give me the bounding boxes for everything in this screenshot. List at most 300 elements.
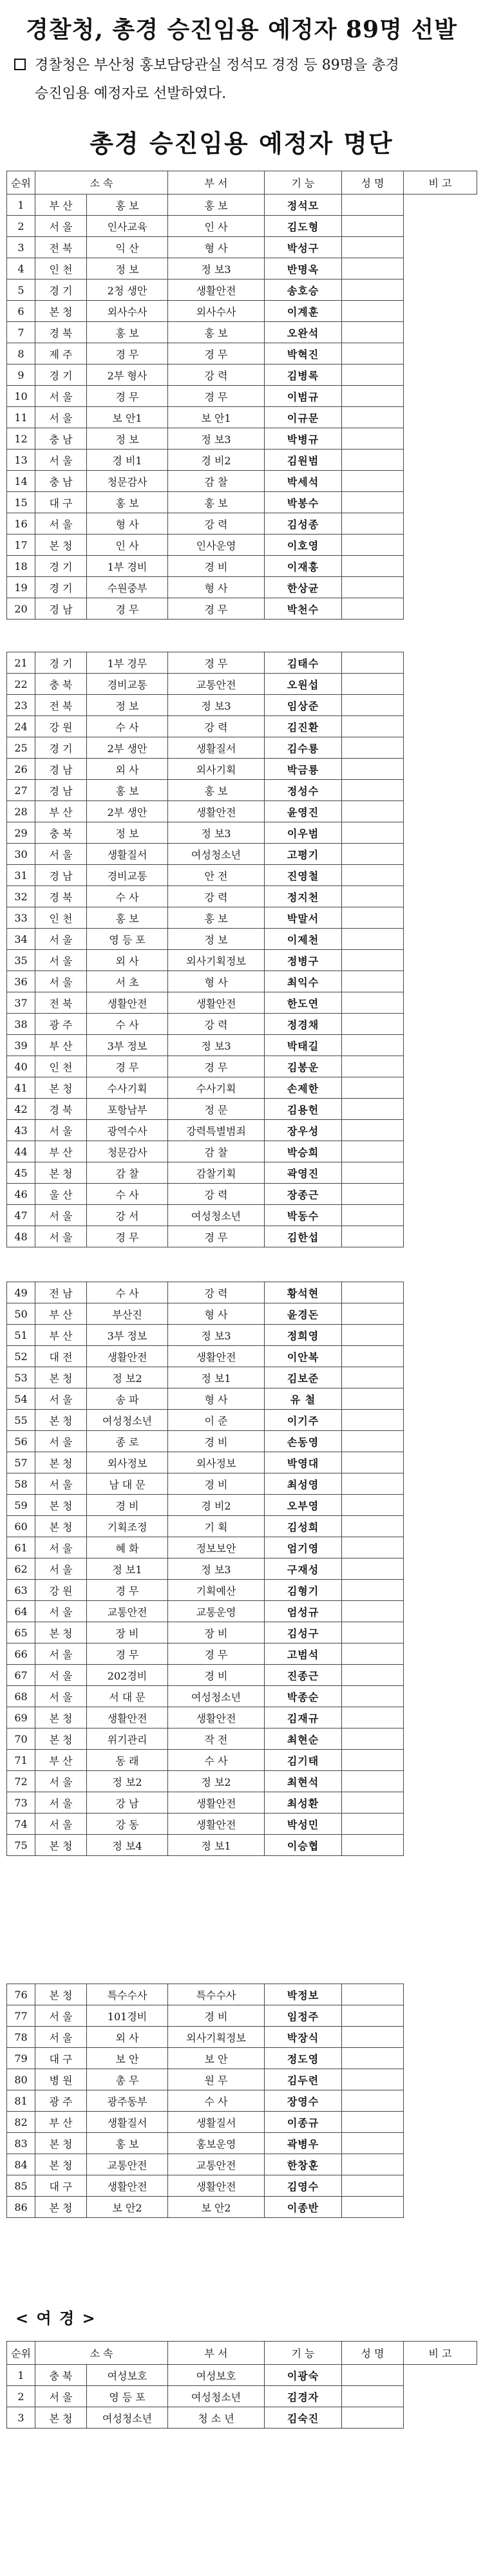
- function-cell: 경 비: [168, 1431, 265, 1452]
- remarks-cell: [342, 1035, 404, 1056]
- name-cell: 이광숙: [265, 2365, 342, 2386]
- function-cell: 정 보2: [168, 1771, 265, 1792]
- agency-cell: 서 울: [35, 2005, 87, 2027]
- function-cell: 여성보호: [168, 2365, 265, 2386]
- rank-cell: 66: [7, 1643, 35, 1665]
- remarks-cell: [342, 1622, 404, 1643]
- table-row: [7, 513, 477, 535]
- name-cell: 이규문: [265, 407, 342, 428]
- name-cell: 박동수: [265, 1205, 342, 1226]
- remarks-cell: [342, 1473, 404, 1495]
- name-cell: 엄기영: [265, 1537, 342, 1558]
- table-row: [7, 343, 477, 365]
- agency-cell: 광 주: [35, 2090, 87, 2112]
- remarks-cell: [342, 471, 404, 492]
- function-cell: 정 보3: [168, 695, 265, 716]
- table-row: [7, 1728, 477, 1750]
- agency-cell: 본 청: [35, 1707, 87, 1728]
- function-cell: 외사기획: [168, 759, 265, 780]
- function-cell: 생활안전: [168, 992, 265, 1014]
- rank-cell: 2: [7, 216, 35, 237]
- name-cell: 김형기: [265, 1580, 342, 1601]
- agency-cell: 경 남: [35, 865, 87, 886]
- department-cell: 정 보2: [87, 1771, 168, 1792]
- function-cell: 생활안전: [168, 279, 265, 301]
- table-row: [7, 759, 477, 780]
- agency-cell: 서 울: [35, 950, 87, 971]
- department-cell: 위기관리: [87, 1728, 168, 1750]
- table-row: [7, 365, 477, 386]
- table-row: [7, 1580, 477, 1601]
- agency-cell: 부 산: [35, 801, 87, 822]
- remarks-cell: [342, 2175, 404, 2197]
- column-header: 부 서: [168, 2342, 265, 2365]
- table-row: [7, 1643, 477, 1665]
- table-row: [7, 1452, 477, 1473]
- agency-cell: 강 원: [35, 716, 87, 737]
- remarks-cell: [342, 386, 404, 407]
- intro-paragraph: [14, 52, 469, 108]
- remarks-cell: [342, 1410, 404, 1431]
- function-cell: 감찰기획: [168, 1162, 265, 1184]
- rank-cell: 22: [7, 674, 35, 695]
- rank-cell: 71: [7, 1750, 35, 1771]
- department-cell: 2부 형사: [87, 365, 168, 386]
- promotion-table-4: [6, 1984, 477, 2218]
- department-cell: 수사기획: [87, 1077, 168, 1099]
- department-cell: 2청 생안: [87, 279, 168, 301]
- rank-cell: 2: [7, 2386, 35, 2407]
- remarks-cell: [342, 577, 404, 598]
- rank-cell: 9: [7, 365, 35, 386]
- function-cell: 생활질서: [168, 737, 265, 759]
- department-cell: 여성청소년: [87, 2407, 168, 2429]
- department-cell: 1부 경비: [87, 556, 168, 577]
- name-cell: 진종근: [265, 1665, 342, 1686]
- table-row: [7, 1141, 477, 1162]
- table-row: [7, 1984, 477, 2005]
- table-row: [7, 1516, 477, 1537]
- table-row: [7, 450, 477, 471]
- rank-cell: 7: [7, 322, 35, 343]
- function-cell: 보 안2: [168, 2197, 265, 2218]
- remarks-cell: [342, 2069, 404, 2090]
- table-row: [7, 237, 477, 258]
- function-cell: 여성청소년: [168, 1686, 265, 1707]
- name-cell: 손제한: [265, 1077, 342, 1099]
- remarks-cell: [342, 1516, 404, 1537]
- agency-cell: 광 주: [35, 1014, 87, 1035]
- rank-cell: 38: [7, 1014, 35, 1035]
- agency-cell: 전 북: [35, 237, 87, 258]
- function-cell: 형 사: [168, 1303, 265, 1325]
- function-cell: 강 력: [168, 365, 265, 386]
- department-cell: 3부 정보: [87, 1035, 168, 1056]
- remarks-cell: [342, 1984, 404, 2005]
- agency-cell: 서 울: [35, 1537, 87, 1558]
- name-cell: 장우성: [265, 1120, 342, 1141]
- remarks-cell: [342, 1120, 404, 1141]
- agency-cell: 서 울: [35, 1792, 87, 1814]
- remarks-cell: [342, 2407, 404, 2429]
- department-cell: 동 래: [87, 1750, 168, 1771]
- function-cell: 특수수사: [168, 1984, 265, 2005]
- remarks-cell: [342, 1162, 404, 1184]
- department-cell: 포항남부: [87, 1099, 168, 1120]
- department-cell: 보 안2: [87, 2197, 168, 2218]
- function-cell: 형 사: [168, 237, 265, 258]
- remarks-cell: [342, 1388, 404, 1410]
- name-cell: 김병록: [265, 365, 342, 386]
- agency-cell: 경 남: [35, 759, 87, 780]
- remarks-cell: [342, 1558, 404, 1580]
- department-cell: 장 비: [87, 1622, 168, 1643]
- department-cell: 정 보1: [87, 1558, 168, 1580]
- remarks-cell: [342, 1707, 404, 1728]
- name-cell: 박승희: [265, 1141, 342, 1162]
- name-cell: 박천수: [265, 598, 342, 620]
- function-cell: 경 무: [168, 1056, 265, 1077]
- agency-cell: 부 산: [35, 1750, 87, 1771]
- rank-cell: 78: [7, 2027, 35, 2048]
- remarks-cell: [342, 1205, 404, 1226]
- remarks-cell: [342, 1728, 404, 1750]
- rank-cell: 81: [7, 2090, 35, 2112]
- function-cell: 경 비: [168, 556, 265, 577]
- table-row: [7, 2386, 477, 2407]
- agency-cell: 본 청: [35, 1452, 87, 1473]
- agency-cell: 대 구: [35, 492, 87, 513]
- function-cell: 정 보1: [168, 1367, 265, 1388]
- agency-cell: 서 울: [35, 407, 87, 428]
- remarks-cell: [342, 1099, 404, 1120]
- rank-cell: 55: [7, 1410, 35, 1431]
- table-row: [7, 2175, 477, 2197]
- remarks-cell: [342, 1771, 404, 1792]
- rank-cell: 79: [7, 2048, 35, 2069]
- remarks-cell: [342, 1665, 404, 1686]
- remarks-cell: [342, 759, 404, 780]
- function-cell: 강 력: [168, 716, 265, 737]
- name-cell: 박혁진: [265, 343, 342, 365]
- rank-cell: 47: [7, 1205, 35, 1226]
- department-cell: 교통안전: [87, 2154, 168, 2175]
- rank-cell: 63: [7, 1580, 35, 1601]
- rank-cell: 85: [7, 2175, 35, 2197]
- department-cell: 3부 정보: [87, 1325, 168, 1346]
- rank-cell: 34: [7, 929, 35, 950]
- function-cell: 기획예산: [168, 1580, 265, 1601]
- agency-cell: 본 청: [35, 535, 87, 556]
- remarks-cell: [342, 2154, 404, 2175]
- name-cell: 반명옥: [265, 258, 342, 279]
- remarks-cell: [342, 822, 404, 844]
- function-cell: 정 보1: [168, 1835, 265, 1856]
- function-cell: 강 력: [168, 886, 265, 907]
- rank-cell: 19: [7, 577, 35, 598]
- rank-cell: 70: [7, 1728, 35, 1750]
- agency-cell: 대 구: [35, 2175, 87, 2197]
- department-cell: 특수수사: [87, 1984, 168, 2005]
- rank-cell: 42: [7, 1099, 35, 1120]
- department-cell: 인 사: [87, 535, 168, 556]
- function-cell: 정 보3: [168, 822, 265, 844]
- function-cell: 정 보3: [168, 1558, 265, 1580]
- rank-cell: 73: [7, 1792, 35, 1814]
- table-row: [7, 865, 477, 886]
- table-row: [7, 1077, 477, 1099]
- name-cell: 진영철: [265, 865, 342, 886]
- department-cell: 홍 보: [87, 780, 168, 801]
- name-cell: 최성영: [265, 1473, 342, 1495]
- name-cell: 이우범: [265, 822, 342, 844]
- agency-cell: 본 청: [35, 301, 87, 322]
- name-cell: 김보준: [265, 1367, 342, 1388]
- remarks-cell: [342, 695, 404, 716]
- function-cell: 외사정보: [168, 1452, 265, 1473]
- name-cell: 박봉수: [265, 492, 342, 513]
- agency-cell: 부 산: [35, 1035, 87, 1056]
- name-cell: 박금룡: [265, 759, 342, 780]
- table-row: [7, 2407, 477, 2429]
- name-cell: 구재성: [265, 1558, 342, 1580]
- table-row: [7, 2133, 477, 2154]
- rank-cell: 68: [7, 1686, 35, 1707]
- remarks-cell: [342, 194, 404, 216]
- table-row: [7, 428, 477, 450]
- rank-cell: 13: [7, 450, 35, 471]
- column-header: 기 능: [265, 171, 342, 194]
- name-cell: 오부영: [265, 1495, 342, 1516]
- rank-cell: 84: [7, 2154, 35, 2175]
- function-cell: 수 사: [168, 2090, 265, 2112]
- agency-cell: 서 울: [35, 1205, 87, 1226]
- remarks-cell: [342, 1226, 404, 1247]
- agency-cell: 울 산: [35, 1184, 87, 1205]
- name-cell: 김봉운: [265, 1056, 342, 1077]
- name-cell: 이안복: [265, 1346, 342, 1367]
- function-cell: 정 보3: [168, 258, 265, 279]
- rank-cell: 4: [7, 258, 35, 279]
- remarks-cell: [342, 407, 404, 428]
- name-cell: 임정주: [265, 2005, 342, 2027]
- rank-cell: 44: [7, 1141, 35, 1162]
- department-cell: 수 사: [87, 1282, 168, 1303]
- department-cell: 외 사: [87, 2027, 168, 2048]
- agency-cell: 본 청: [35, 2154, 87, 2175]
- function-cell: 생활안전: [168, 1346, 265, 1367]
- name-cell: 박종순: [265, 1686, 342, 1707]
- agency-cell: 병 원: [35, 2069, 87, 2090]
- agency-cell: 부 산: [35, 194, 87, 216]
- rank-cell: 72: [7, 1771, 35, 1792]
- remarks-cell: [342, 716, 404, 737]
- agency-cell: 충 북: [35, 674, 87, 695]
- remarks-cell: [342, 674, 404, 695]
- agency-cell: 서 울: [35, 216, 87, 237]
- table-row: [7, 1622, 477, 1643]
- department-cell: 홍 보: [87, 492, 168, 513]
- rank-cell: 58: [7, 1473, 35, 1495]
- table-row: [7, 695, 477, 716]
- department-cell: 교통안전: [87, 1601, 168, 1622]
- function-cell: 경 비2: [168, 450, 265, 471]
- department-cell: 생활안전: [87, 1707, 168, 1728]
- name-cell: 박정보: [265, 1984, 342, 2005]
- rank-cell: 36: [7, 971, 35, 992]
- remarks-cell: [342, 322, 404, 343]
- table-row: [7, 1226, 477, 1247]
- function-cell: 외사기획정보: [168, 2027, 265, 2048]
- agency-cell: 부 산: [35, 1325, 87, 1346]
- function-cell: 보 안: [168, 2048, 265, 2069]
- agency-cell: 경 남: [35, 598, 87, 620]
- remarks-cell: [342, 1367, 404, 1388]
- remarks-cell: [342, 2197, 404, 2218]
- rank-cell: 5: [7, 279, 35, 301]
- remarks-cell: [342, 1580, 404, 1601]
- rank-cell: 24: [7, 716, 35, 737]
- rank-cell: 62: [7, 1558, 35, 1580]
- name-cell: 이승협: [265, 1835, 342, 1856]
- promotion-table-1: [6, 171, 477, 620]
- name-cell: 김도형: [265, 216, 342, 237]
- name-cell: 김숙진: [265, 2407, 342, 2429]
- remarks-cell: [342, 929, 404, 950]
- remarks-cell: [342, 216, 404, 237]
- table-row: [7, 1750, 477, 1771]
- rank-cell: 80: [7, 2069, 35, 2090]
- department-cell: 경 무: [87, 1643, 168, 1665]
- agency-cell: 서 울: [35, 1120, 87, 1141]
- department-cell: 101경비: [87, 2005, 168, 2027]
- name-cell: 이제천: [265, 929, 342, 950]
- department-cell: 경비교통: [87, 865, 168, 886]
- function-cell: 정 보3: [168, 1035, 265, 1056]
- function-cell: 정 보: [168, 929, 265, 950]
- function-cell: 홍 보: [168, 322, 265, 343]
- remarks-cell: [342, 1835, 404, 1856]
- agency-cell: 서 울: [35, 1665, 87, 1686]
- name-cell: 정희영: [265, 1325, 342, 1346]
- name-cell: 박병규: [265, 428, 342, 450]
- table-row: [7, 1099, 477, 1120]
- remarks-cell: [342, 2048, 404, 2069]
- function-cell: 경 비2: [168, 1495, 265, 1516]
- remarks-cell: [342, 513, 404, 535]
- table-row: [7, 1686, 477, 1707]
- table-row: [7, 992, 477, 1014]
- checkbox-bullet-icon: [14, 59, 26, 70]
- name-cell: 김용헌: [265, 1099, 342, 1120]
- function-cell: 여성청소년: [168, 1205, 265, 1226]
- department-cell: 생활안전: [87, 1346, 168, 1367]
- department-cell: 202경비: [87, 1665, 168, 1686]
- department-cell: 홍 보: [87, 907, 168, 929]
- agency-cell: 본 청: [35, 1077, 87, 1099]
- promotion-table-2: [6, 652, 477, 1247]
- department-cell: 외 사: [87, 759, 168, 780]
- rank-cell: 77: [7, 2005, 35, 2027]
- rank-cell: 76: [7, 1984, 35, 2005]
- department-cell: 감 찰: [87, 1162, 168, 1184]
- department-cell: 경 무: [87, 1580, 168, 1601]
- department-cell: 수 사: [87, 1184, 168, 1205]
- remarks-cell: [342, 2133, 404, 2154]
- rank-cell: 69: [7, 1707, 35, 1728]
- department-cell: 인사교육: [87, 216, 168, 237]
- rank-cell: 11: [7, 407, 35, 428]
- department-cell: 남 대 문: [87, 1473, 168, 1495]
- department-cell: 1부 경무: [87, 652, 168, 674]
- table-row: [7, 907, 477, 929]
- agency-cell: 충 북: [35, 2365, 87, 2386]
- table-row: [7, 716, 477, 737]
- rank-cell: 33: [7, 907, 35, 929]
- rank-cell: 31: [7, 865, 35, 886]
- column-header: 기 능: [265, 2342, 342, 2365]
- name-cell: 김성종: [265, 513, 342, 535]
- table-row: [7, 801, 477, 822]
- rank-cell: 8: [7, 343, 35, 365]
- rank-cell: 18: [7, 556, 35, 577]
- function-cell: 생활안전: [168, 2175, 265, 2197]
- rank-cell: 3: [7, 2407, 35, 2429]
- table-row: [7, 1473, 477, 1495]
- department-cell: 외사정보: [87, 1452, 168, 1473]
- name-cell: 정경채: [265, 1014, 342, 1035]
- department-cell: 경 무: [87, 343, 168, 365]
- remarks-cell: [342, 1014, 404, 1035]
- rank-cell: 3: [7, 237, 35, 258]
- rank-cell: 14: [7, 471, 35, 492]
- department-cell: 정 보2: [87, 1367, 168, 1388]
- rank-cell: 49: [7, 1282, 35, 1303]
- table-row: [7, 1282, 477, 1303]
- table-row: [7, 301, 477, 322]
- remarks-cell: [342, 2090, 404, 2112]
- table-row: [7, 1410, 477, 1431]
- function-cell: 경 무: [168, 1643, 265, 1665]
- rank-cell: 52: [7, 1346, 35, 1367]
- remarks-cell: [342, 801, 404, 822]
- agency-cell: 본 청: [35, 2407, 87, 2429]
- function-cell: 인 사: [168, 216, 265, 237]
- department-cell: 익 산: [87, 237, 168, 258]
- table-row: [7, 929, 477, 950]
- department-cell: 송 파: [87, 1388, 168, 1410]
- table-row: [7, 1835, 477, 1856]
- name-cell: 최익수: [265, 971, 342, 992]
- department-cell: 경 비1: [87, 450, 168, 471]
- rank-cell: 86: [7, 2197, 35, 2218]
- agency-cell: 전 북: [35, 695, 87, 716]
- remarks-cell: [342, 844, 404, 865]
- remarks-cell: [342, 492, 404, 513]
- agency-cell: 경 기: [35, 556, 87, 577]
- table-row: [7, 1303, 477, 1325]
- department-cell: 청문감사: [87, 471, 168, 492]
- department-cell: 여성보호: [87, 2365, 168, 2386]
- function-cell: 홍 보: [168, 907, 265, 929]
- remarks-cell: [342, 1184, 404, 1205]
- department-cell: 홍 보: [87, 322, 168, 343]
- name-cell: 한상균: [265, 577, 342, 598]
- table-row: [7, 386, 477, 407]
- function-cell: 정 보3: [168, 428, 265, 450]
- function-cell: 생활안전: [168, 1814, 265, 1835]
- table-row: [7, 2090, 477, 2112]
